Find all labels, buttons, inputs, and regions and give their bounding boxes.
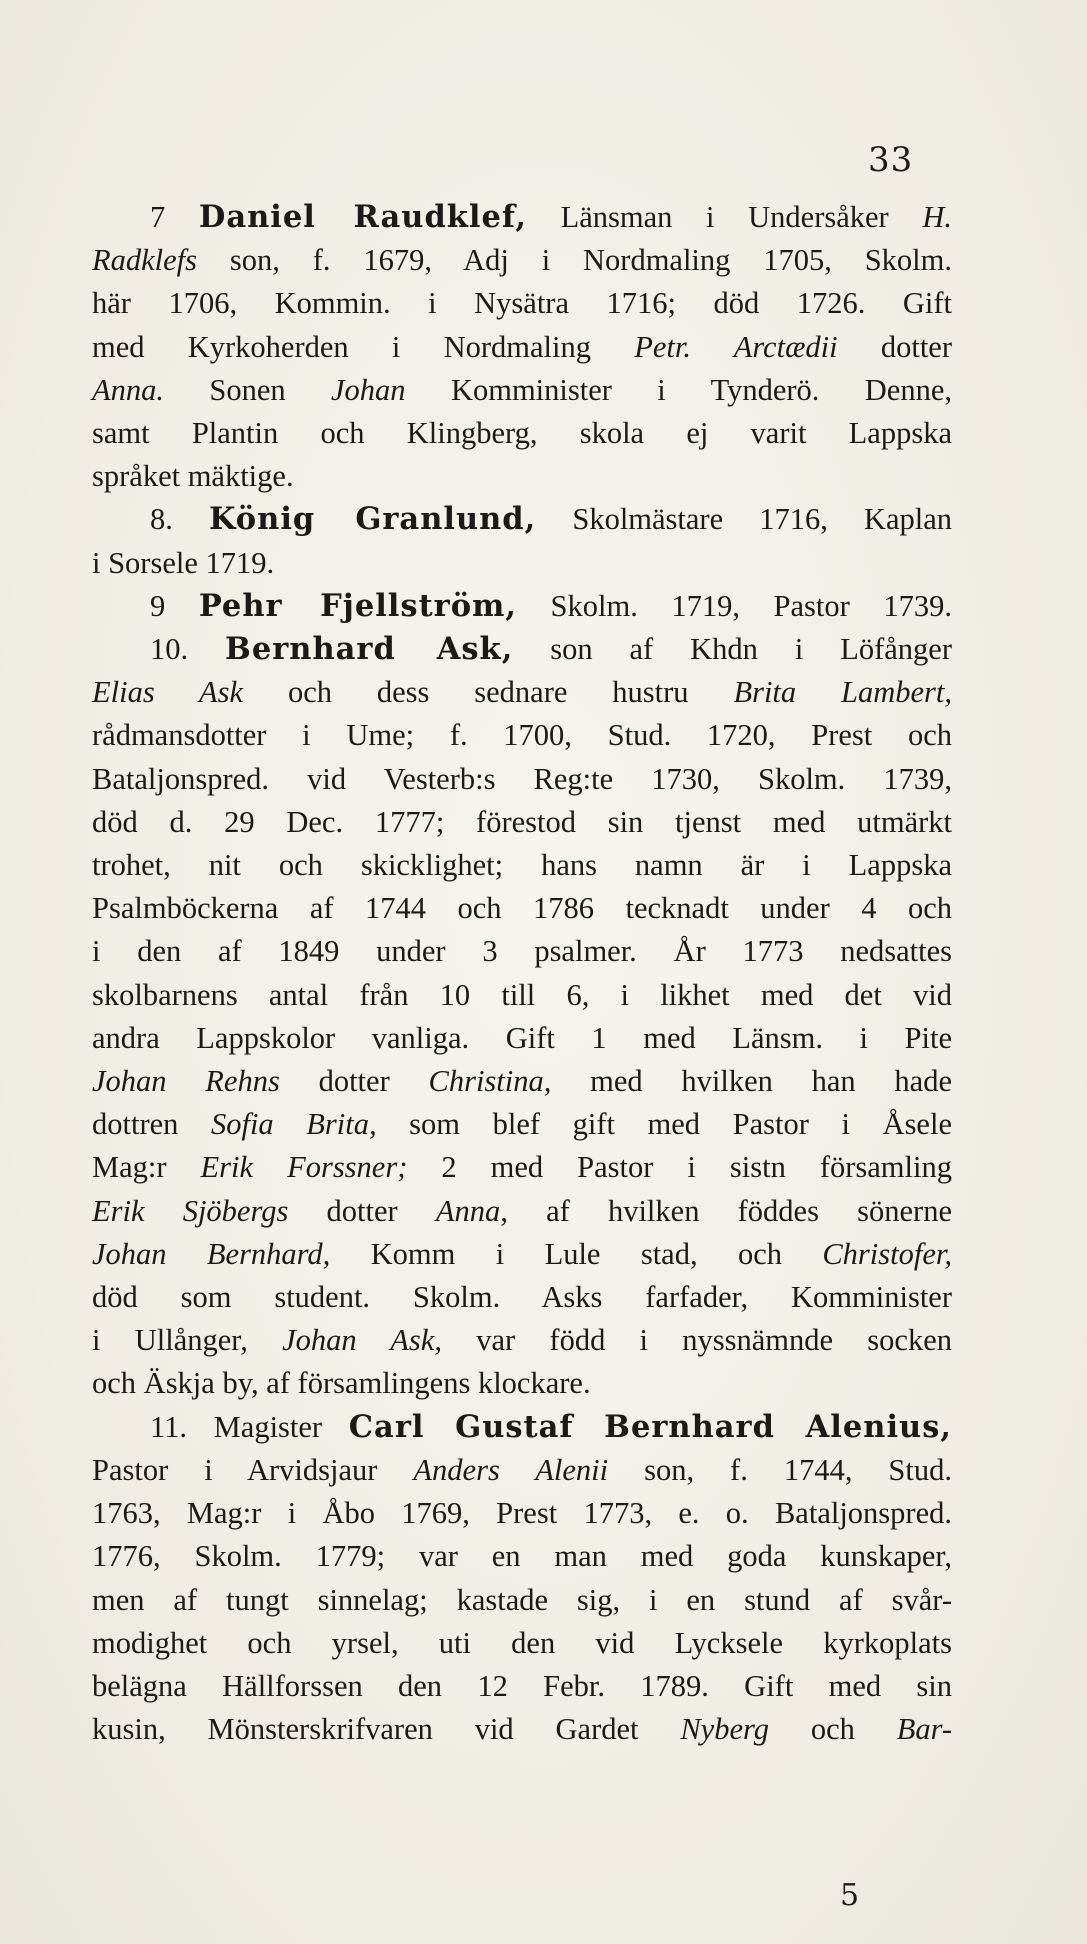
text-line	[92, 326, 952, 369]
text-run: i Sorsele 1719.	[92, 545, 275, 580]
text-run: son af Khdn i Löfånger	[513, 632, 952, 667]
text-line	[92, 1319, 952, 1362]
text-run: Bataljonspred. vid Vesterb:s Reg:te 1730, Skolm. 1739,	[92, 761, 952, 796]
text-line	[92, 196, 952, 239]
text-run: dotter	[288, 1193, 436, 1228]
italic-name: Anna.	[92, 372, 165, 407]
text-line	[92, 1060, 952, 1103]
text-run: Länsman i Undersåker	[526, 200, 923, 234]
text-run: med hvilken han hade	[551, 1064, 952, 1099]
text-run: 9	[150, 588, 199, 623]
page-number: 33	[868, 140, 914, 180]
text-run: 1763, Mag:r i Åbo 1769, Prest 1773, e. o. Bataljonspred.	[92, 1496, 952, 1531]
text-run: af hvilken föddes sönerne	[507, 1193, 952, 1228]
text-line	[92, 1190, 952, 1233]
italic-name: Petr. Arctædii	[634, 329, 838, 364]
text-run: rådmansdotter i Ume; f. 1700, Stud. 1720, Prest och	[92, 718, 952, 753]
name-heading: Carl Gustaf Bernhard Alenius,	[348, 1408, 952, 1445]
text-run: 1776, Skolm. 1779; var en man med goda kunskaper,	[92, 1539, 952, 1574]
text-run: i Ullånger,	[92, 1323, 283, 1358]
text-line	[92, 714, 952, 757]
italic-name: Johan Rehns	[92, 1064, 280, 1099]
text-line	[92, 758, 952, 801]
italic-name: Bar-	[896, 1712, 952, 1747]
text-line	[92, 844, 952, 887]
text-run: här 1706, Kommin. i Nysätra 1716; död 1726. Gift	[92, 286, 952, 321]
italic-name: Johan	[331, 372, 406, 407]
text-run: samt Plantin och Klingberg, skola ej varit Lappska	[92, 416, 952, 451]
text-run: modighet och yrsel, uti den vid Lycksele kyrkoplats	[92, 1625, 952, 1660]
text-run: Komm i Lule stad, och	[330, 1236, 823, 1271]
text-line	[92, 1276, 952, 1319]
text-run: Skolm. 1719, Pastor 1739.	[516, 588, 952, 623]
text-line	[92, 628, 952, 671]
text-line	[92, 1233, 952, 1276]
italic-name: Anders Alenii	[413, 1452, 609, 1487]
text-line	[92, 1579, 952, 1622]
text-line	[92, 801, 952, 844]
italic-name: H.	[922, 200, 953, 234]
text-run: och dess sednare hustru	[243, 675, 734, 710]
text-run: 7	[150, 200, 199, 234]
text-line	[92, 239, 952, 282]
italic-name: Sofia Brita,	[210, 1107, 377, 1142]
italic-name: Johan Ask,	[282, 1323, 442, 1358]
text-run: son, f. 1744, Stud.	[608, 1452, 952, 1487]
italic-name: Christofer,	[822, 1236, 952, 1271]
name-heading: König Granlund,	[208, 501, 537, 538]
text-run: Skolmästare 1716, Kaplan	[536, 502, 953, 537]
text-run: 10.	[150, 632, 226, 667]
text-run: Pastor i Arvidsjaur	[92, 1452, 414, 1487]
text-line	[92, 1362, 952, 1405]
italic-name: Brita Lambert,	[733, 675, 953, 710]
italic-name: Elias Ask	[92, 675, 244, 710]
text-run: 8.	[150, 502, 209, 537]
text-run: 11. Magister	[150, 1409, 349, 1444]
text-run: Mag:r	[92, 1150, 201, 1185]
name-heading: Pehr Fjellström,	[198, 587, 517, 624]
text-run: Psalmböckerna af 1744 och 1786 tecknadt under 4 och	[92, 891, 952, 926]
italic-name: Anna,	[435, 1193, 508, 1228]
text-line	[92, 585, 952, 628]
text-line	[92, 1622, 952, 1665]
name-heading: Bernhard Ask,	[225, 631, 514, 668]
italic-name: Johan Bernhard,	[92, 1236, 331, 1271]
text-line	[92, 1406, 952, 1449]
text-line	[92, 1103, 952, 1146]
text-run: dottren	[92, 1107, 211, 1142]
text-run: med Kyrkoherden i Nordmaling	[92, 329, 635, 364]
italic-name: Nyberg	[680, 1712, 769, 1747]
text-line	[92, 974, 952, 1017]
text-line	[92, 1146, 952, 1189]
italic-name: Christina,	[428, 1064, 552, 1099]
name-heading: Daniel Raudklef,	[198, 199, 527, 235]
text-run: 2 med Pastor i sistn församling	[407, 1150, 952, 1185]
text-line	[92, 1665, 952, 1708]
text-run: död d. 29 Dec. 1777; förestod sin tjenst med utmärkt	[92, 804, 952, 839]
text-line	[92, 369, 952, 412]
text-line	[92, 498, 952, 541]
text-line	[92, 1017, 952, 1060]
text-line	[92, 1535, 952, 1578]
text-run: var född i nyssnämnde socken	[441, 1323, 953, 1358]
italic-name: Radklefs	[92, 243, 198, 278]
text-run: son, f. 1679, Adj i Nordmaling 1705, Skolm.	[197, 243, 952, 278]
text-run: Komminister i Tynderö. Denne,	[405, 372, 952, 407]
italic-name: Erik Sjöbergs	[92, 1193, 289, 1228]
text-run: som blef gift med Pastor i Åsele	[376, 1107, 952, 1142]
text-run: död som student. Skolm. Asks farfader, Komminister	[92, 1280, 952, 1315]
text-line	[92, 1492, 952, 1535]
text-line	[92, 887, 952, 930]
text-line	[92, 282, 952, 325]
text-run: Sonen	[164, 372, 332, 407]
text-run: men af tungt sinnelag; kastade sig, i en stund af svår-	[92, 1582, 952, 1617]
body-text	[92, 196, 952, 1751]
text-line	[92, 930, 952, 973]
text-run: språket mäktige.	[92, 459, 294, 494]
text-run: kusin, Mönsterskrifvaren vid Gardet	[92, 1712, 681, 1747]
text-line	[92, 412, 952, 455]
text-run: trohet, nit och skicklighet; hans namn är i Lappska	[92, 848, 952, 883]
italic-name: Erik Forssner;	[200, 1150, 408, 1185]
text-line	[92, 1708, 952, 1751]
text-line	[92, 671, 952, 714]
signature-mark: 5	[840, 1878, 860, 1913]
text-run: andra Lappskolor vanliga. Gift 1 med Länsm. i Pite	[92, 1020, 952, 1055]
text-run: och	[768, 1712, 897, 1747]
text-run: dotter	[279, 1064, 429, 1099]
text-run: skolbarnens antal från 10 till 6, i likhet med det vid	[92, 977, 952, 1012]
text-line	[92, 455, 952, 498]
text-line	[92, 542, 952, 585]
text-run: dotter	[837, 329, 953, 364]
text-run: i den af 1849 under 3 psalmer. År 1773 nedsattes	[92, 934, 952, 969]
text-run: belägna Hällforssen den 12 Febr. 1789. Gift med sin	[92, 1668, 952, 1703]
text-line	[92, 1449, 952, 1492]
text-run: och Äskja by, af församlingens klockare.	[92, 1366, 591, 1401]
